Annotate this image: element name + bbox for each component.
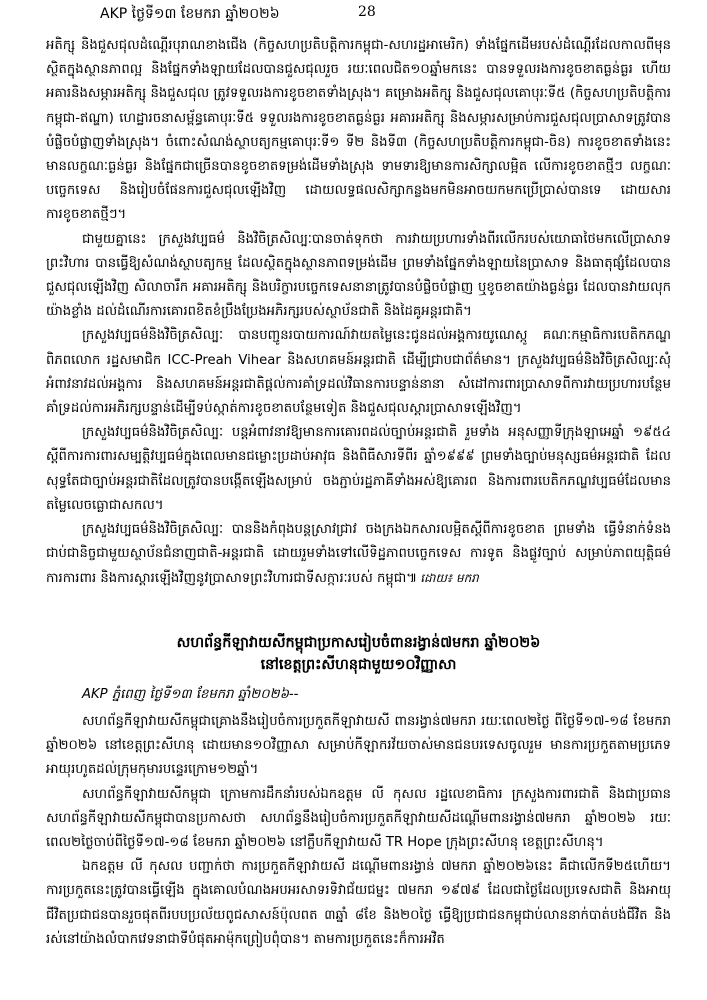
article2-body: [46, 710, 671, 952]
page-number: 28: [358, 4, 376, 20]
article2-headline: [46, 632, 671, 676]
page-header: AKP ថ្ងៃទី១៣ ខែមករា ឆ្នាំ២០២៦: [100, 6, 280, 22]
article1-last-paragraph-text: ក្រសួងវប្បធម៌និងវិចិត្រសិល្បៈ បាននិងកំពុងបន្តស្រាវជ្រាវ ចងក្រងឯកសារលម្អិតស្តីពីការខូចខាត ព្រមទាំង ធ្វើទំនាក់ទំនងជាប់ជានិច្ចជាមួយស្ថាប័នជំនាញជាតិ-អន្តរជាតិ ដោយរួមទាំងទៅលើទិដ្ឋភាពបច្ចេកទេស ការទូត និងផ្លូវច្បាប់ សម្រាប់ភាពយុត្តិធម៌ ការការពារ និងការស្តារឡើងវិញនូវប្រាសាទព្រះវិហារជាទីសក្ការៈរបស់ កម្ពុជា៕: [46, 522, 671, 587]
article2-paragraph: សហព័ន្ធកីឡាវាយសីកម្ពុជាគ្រោងនឹងរៀបចំការប្រកួតកីឡាវាយសី ពានរង្វាន់៧មករា រយៈពេល២ថ្ងៃ ពីថ្ងៃទី១៧-១៨ ខែមករា ឆ្នាំ២០២៦ នៅខេត្តព្រះសីហនុ ដោយមាន១០វិញ្ញាសា សម្រាប់កីឡាករវ័យចាស់មានជនបរទេសចូលរួម មានការប្រកួតតាមប្រភេទអាយុរហូតដល់ក្រុមកុមារបន្ទេរក្រោម១២ឆ្នាំ។: [46, 714, 671, 778]
article1-paragraph: ក្រសួងវប្បធម៌និងវិចិត្រសិល្បៈ បន្តអំពាវនាវឱ្យមានការគោរពដល់ច្បាប់អន្តរជាតិ រួមទាំង អនុសញ្ញាទីក្រុងឡាអេឆ្នាំ ១៩៥៤ ស្តីពីការការពារសម្បត្តិវប្បធម៌ក្នុងពេលមានជម្លោះប្រដាប់អាវុធ និងពិធីសារទីពីរ ឆ្នាំ១៩៩៩ ព្រមទាំងច្បាប់មនុស្សធម៌អន្តរជាតិ ដែលសុទ្ធតែជាច្បាប់អន្តរជាតិដែលត្រូវបានបង្កើតឡើងសម្រាប់ ចងភ្ជាប់រដ្ឋភាគីទាំងអស់ឱ្យគោរព និងការពារបេតិកភណ្ឌវប្បធម៌ដែលមានតម្លៃលេចធ្លោជាសកល។: [46, 425, 671, 513]
dateline: AKP ភ្នំពេញ ថ្ងៃទី១៣ ខែមករា ឆ្នាំ២០២៦--: [82, 687, 299, 702]
article2-paragraph: សហព័ន្ធកីឡាវាយសីកម្ពុជា ក្រោមការដឹកនាំរបស់ឯកឧត្តម លី កុសល រដ្ឋលេខាធិការ ក្រសួងការពារជាតិ និងជាប្រធានសហព័ន្ធកីឡាវាយសីកម្ពុជាបានប្រកាសថា សហព័ន្ធនឹងរៀបចំការប្រកួតកីឡាវាយសីដណ្តើមពានរង្វាន់៧មករា ឆ្នាំ២០២៦ រយៈពេល២ថ្ងៃចាប់ពីថ្ងៃទី១៧-១៨ ខែមករា ឆ្នាំ២០២៦ នៅក្លឹបកីឡាវាយសី TR Hope ក្រុងព្រះសីហនុ ខេត្តព្រះសីហនុ។: [46, 786, 671, 851]
article1-paragraph: អតិក្សុ និងជួសជុលដំណើ្តរបុរាណខាងជើង (កិច្ចសហប្រតិបត្តិការកម្ពុជា-សហរដ្ឋអាមេរិក) ទាំងផ្នែកដើមរបស់ដំណើ្តរដែលកាលពីមុនស្ថិតក្នុងស្ថានភាពល្អ និងផ្នែកទាំងឡាយដែលបានជួសជុលរួច រយៈពេលជិត១០ឆ្នាំមកនេះ បានទទួលរងការខូចខាតធ្ងន់ធ្ងរ ហើយអគារនិងសម្ភារអតិក្សុ និងជួសជុល ត្រូវទទួលរងការខូចខាតទាំងស្រុង។ គម្រោងអតិក្សុ និងជួសជុលគោបុរៈទី៥ (កិច្ចសហប្រតិបត្តិការកម្ពុជា-ឥណ្ឌា) ហេដ្ឋារចនាសម្ព័ន្ធគោបុរៈទី៥ ទទួលរងការខូចខាតធ្ងន់ធ្ងរ អគារអតិក្សុ និងសម្ភារសម្រាប់ការជួសជុលប្រាសាទត្រូវបានបំផ្លិចបំផ្លាញទាំងស្រុង។ ចំពោះសំណង់ស្ថាបត្យកម្មគោបុរៈទី១ ទី២ និងទី៣ (កិច្ចសហប្រតិបត្តិការកម្ពុជា-ចិន) ការខូចខាតទាំងនេះមានលក្ខណៈធ្ងន់ធ្ងរ និងផ្នែកជាច្រើនបានខូចខាតទម្រង់ដើមទាំងស្រុង ទាមទារឱ្យមានការសិក្សាលម្អិត លើការខូចខាតថ្មីៗ លក្ខណៈបច្ចេកទេស និងរៀបចំផែនការជួសជុលឡើងវិញ ដោយលទ្ធផលសិក្សាកន្លងមកមិនអាចយកមកប្រើប្រាស់បានទេ ដោយសារការខូចខាតថ្មីៗ។: [46, 38, 671, 223]
article1-paragraph: ជាមួយគ្នានេះ ក្រសួងវប្បធម៌ និងវិចិត្រសិល្បៈបានចាត់ទុកថា ការវាយប្រហារទាំងពីរលើករបស់យោធាថៃមកលើប្រាសាទព្រះវិហារ បានធ្វើឱ្យសំណង់ស្ថាបត្យកម្ម ដែលស្ថិតក្នុងស្ថានភាពទម្រង់ដើម ព្រមទាំងផ្នែកទាំងឡាយនៃប្រាសាទ និងធាតុផ្សំដែលបានជួសជុលឡើងវិញ សិលាចារឹក អគារអតិក្សុ និងបរិក្ខារបច្ចេកទេសនានាត្រូវបានបំផ្លិចបំផ្លាញ ឬខូចខាតយ៉ាងធ្ងន់ធ្ងរ ដែលបានវាយលុកយ៉ាងខ្លាំង ដល់ដំណើរការគោរពខិតខំប្រឹងប្រែងអភិរក្សរបស់ស្ថាប័នជាតិ និងដៃគូអន្តរជាតិ។: [46, 231, 671, 320]
article1-paragraph: [46, 518, 671, 592]
headline-line-1: សហព័ន្ធកីឡាវាយសីកម្ពុជាប្រកាសរៀបចំពានរង្វាន់៧មករា ឆ្នាំ២០២៦: [176, 635, 541, 651]
byline: ដោយ៖ មករា: [420, 571, 479, 586]
headline-line-2: នៅខេត្តព្រះសីហនុជាមួយ១០វិញ្ញាសា: [260, 657, 457, 673]
article1-paragraph: ក្រសួងវប្បធម៌និងវិចិត្រសិល្បៈ បានបញ្ជូនរបាយការណ៍វាយតម្លៃនេះជូនដល់អង្គការយូណេស្កូ គណៈកម្មាធិការបេតិកភណ្ឌពិភពលោក រដ្ឋសមាជិក ICC-Preah Vihear និងសហគមន៍អន្តរជាតិ ដើម្បីជ្រាបជាព័ត៌មាន។ ក្រសួងវប្បធម៌និងវិចិត្រសិល្បៈសុំអំពាវនាវដល់អង្គការ និងសហគមន៍អន្តរជាតិផ្តល់ការគាំទ្រដល់វិធានការបន្ទាន់នានា សំដៅការពារប្រាសាទពីការវាយប្រហារបន្ថែម គាំទ្រដល់ការអភិរក្សបន្ទាន់ដើម្បីទប់ស្កាត់ការខូចខាតបន្ថែមទៀត និងជួសជុលស្តារប្រាសាទឡើងវិញ។: [46, 328, 671, 417]
article2-paragraph: ឯកឧត្តម លី កុសល បញ្ជាក់ថា ការប្រកួតកីឡាវាយសី ដណ្តើមពានរង្វាន់ ៧មករា ឆ្នាំ២០២៦នេះ គឺជាលើកទី២៥ហើយ។ ការប្រកួតនេះត្រូវបានធ្វើឡើង ក្នុងគោលបំណងអបអរសាទរទិវាជ័យជម្នះ ៧មករា ១៩៧៩ ដែលជាថ្ងៃដែលប្រទេសជាតិ និងអាយុជីវិតប្រជាជនបានរួចផុតពីរបបប្រល័យពូជសាសន៍ប៉ុលពត ៣ឆ្នាំ ៨ខែ និង២០ថ្ងៃ ធ្វើឱ្យប្រជាជនកម្ពុជាប់លាននាក់បាត់បង់ជីវិត និងរស់នៅយ៉ាងលំបាកវេទនាជាទីបំផុតអាម៉ុកព្រៀបពុំបាន។ តាមការប្រកួតនេះក៏ការអវិត: [46, 859, 671, 947]
article1-body: [46, 34, 671, 592]
